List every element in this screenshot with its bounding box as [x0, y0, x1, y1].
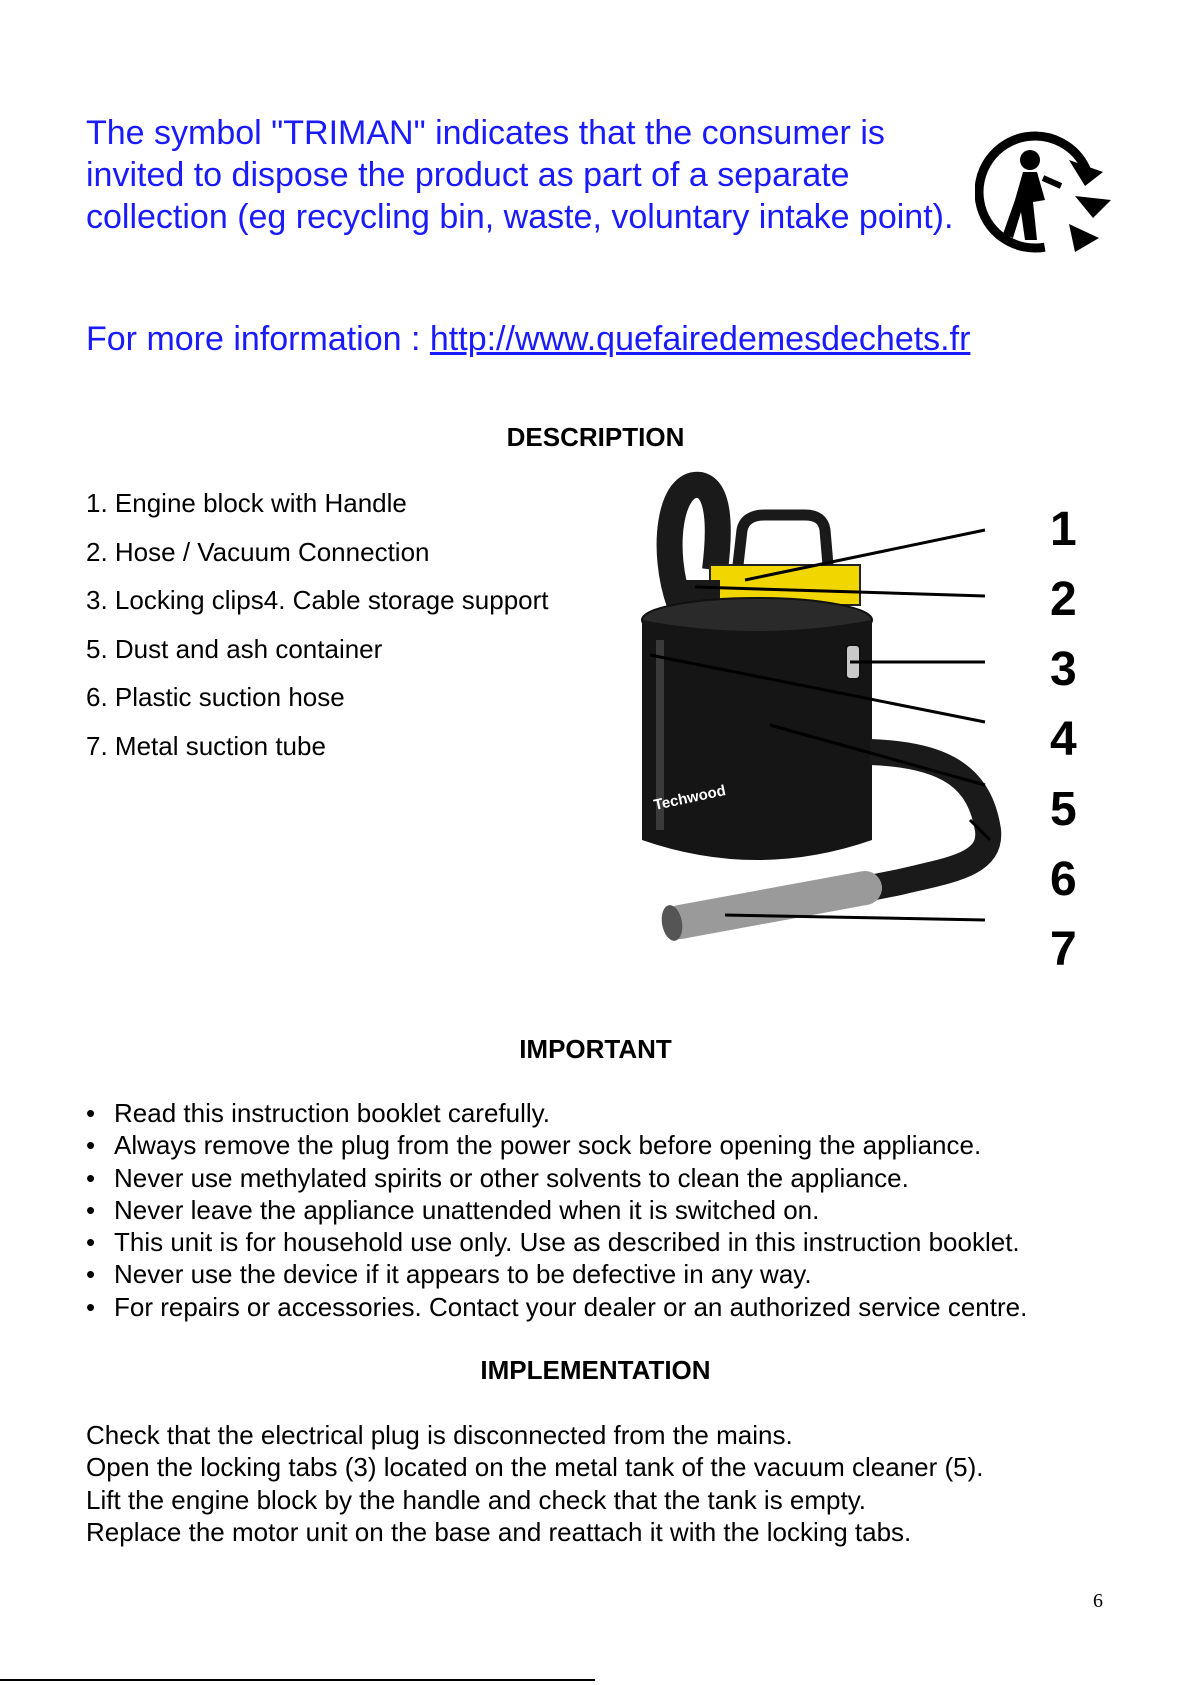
safety-list-item: • Read this instruction booklet carefully. — [86, 1097, 1027, 1129]
triman-recycling-icon — [975, 120, 1115, 260]
parts-list-item: 6. Plastic suction hose — [86, 682, 345, 713]
more-info-line — [86, 318, 970, 360]
parts-list — [86, 488, 549, 780]
footer-rule — [0, 1679, 595, 1681]
important-heading: IMPORTANT — [519, 1034, 672, 1064]
more-info-label: For more information : — [86, 320, 430, 358]
page-number: 6 — [1093, 1590, 1103, 1612]
tank-body — [642, 620, 872, 860]
vacuum-diagram — [620, 470, 1100, 1000]
implementation-steps — [86, 1419, 984, 1548]
safety-list-item: • Always remove the plug from the power sock before opening the appliance. — [86, 1129, 1027, 1161]
parts-list-item: 7. Metal suction tube — [86, 730, 326, 761]
safety-list-item: • This unit is for household use only. Use as described in this instruction booklet. — [86, 1226, 1027, 1258]
callout-number: 4 — [1050, 713, 1077, 766]
safety-list-item: • For repairs or accessories. Contact your dealer or an authorized service centre. — [86, 1291, 1027, 1323]
implementation-line: Open the locking tabs (3) located on the metal tank of the vacuum cleaner (5). — [86, 1452, 984, 1483]
callout-number: 1 — [1050, 503, 1077, 556]
safety-list — [86, 1097, 1027, 1323]
implementation-line: Check that the electrical plug is disconnected from the mains. — [86, 1420, 793, 1450]
implementation-heading: IMPLEMENTATION — [480, 1355, 711, 1385]
callout-number: 7 — [1050, 923, 1077, 976]
safety-list-item: • Never use methylated spirits or other solvents to clean the appliance. — [86, 1162, 1027, 1194]
callout-number: 3 — [1050, 643, 1077, 696]
implementation-line: Lift the engine block by the handle and check that the tank is empty. — [86, 1484, 867, 1515]
parts-list-item: 5. Dust and ash container — [86, 633, 383, 664]
safety-list-item: • Never leave the appliance unattended when it is switched on. — [86, 1194, 1027, 1226]
parts-list-item: 1. Engine block with Handle — [86, 488, 407, 518]
handle — [738, 515, 828, 565]
triman-notice: The symbol "TRIMAN" indicates that the consumer is invited to dispose the product as part of a separate collection (eg recycling bin, waste, voluntary intake point). — [86, 114, 954, 236]
description-heading: DESCRIPTION — [506, 422, 685, 452]
safety-list-item: • Never use the device if it appears to be defective in any way. — [86, 1258, 1027, 1290]
parts-list-item: 3. Locking clips4. Cable storage support — [86, 585, 549, 616]
callout-number: 5 — [1050, 783, 1077, 836]
recycling-info-link[interactable]: http://www.quefairedemesdechets.fr — [429, 320, 971, 358]
callout-number: 2 — [1050, 573, 1077, 626]
parts-list-item: 2. Hose / Vacuum Connection — [86, 536, 430, 567]
implementation-line: Replace the motor unit on the base and reattach it with the locking tabs. — [86, 1516, 912, 1547]
brand-label: Techwood — [652, 782, 728, 814]
callout-number: 6 — [1050, 853, 1077, 906]
